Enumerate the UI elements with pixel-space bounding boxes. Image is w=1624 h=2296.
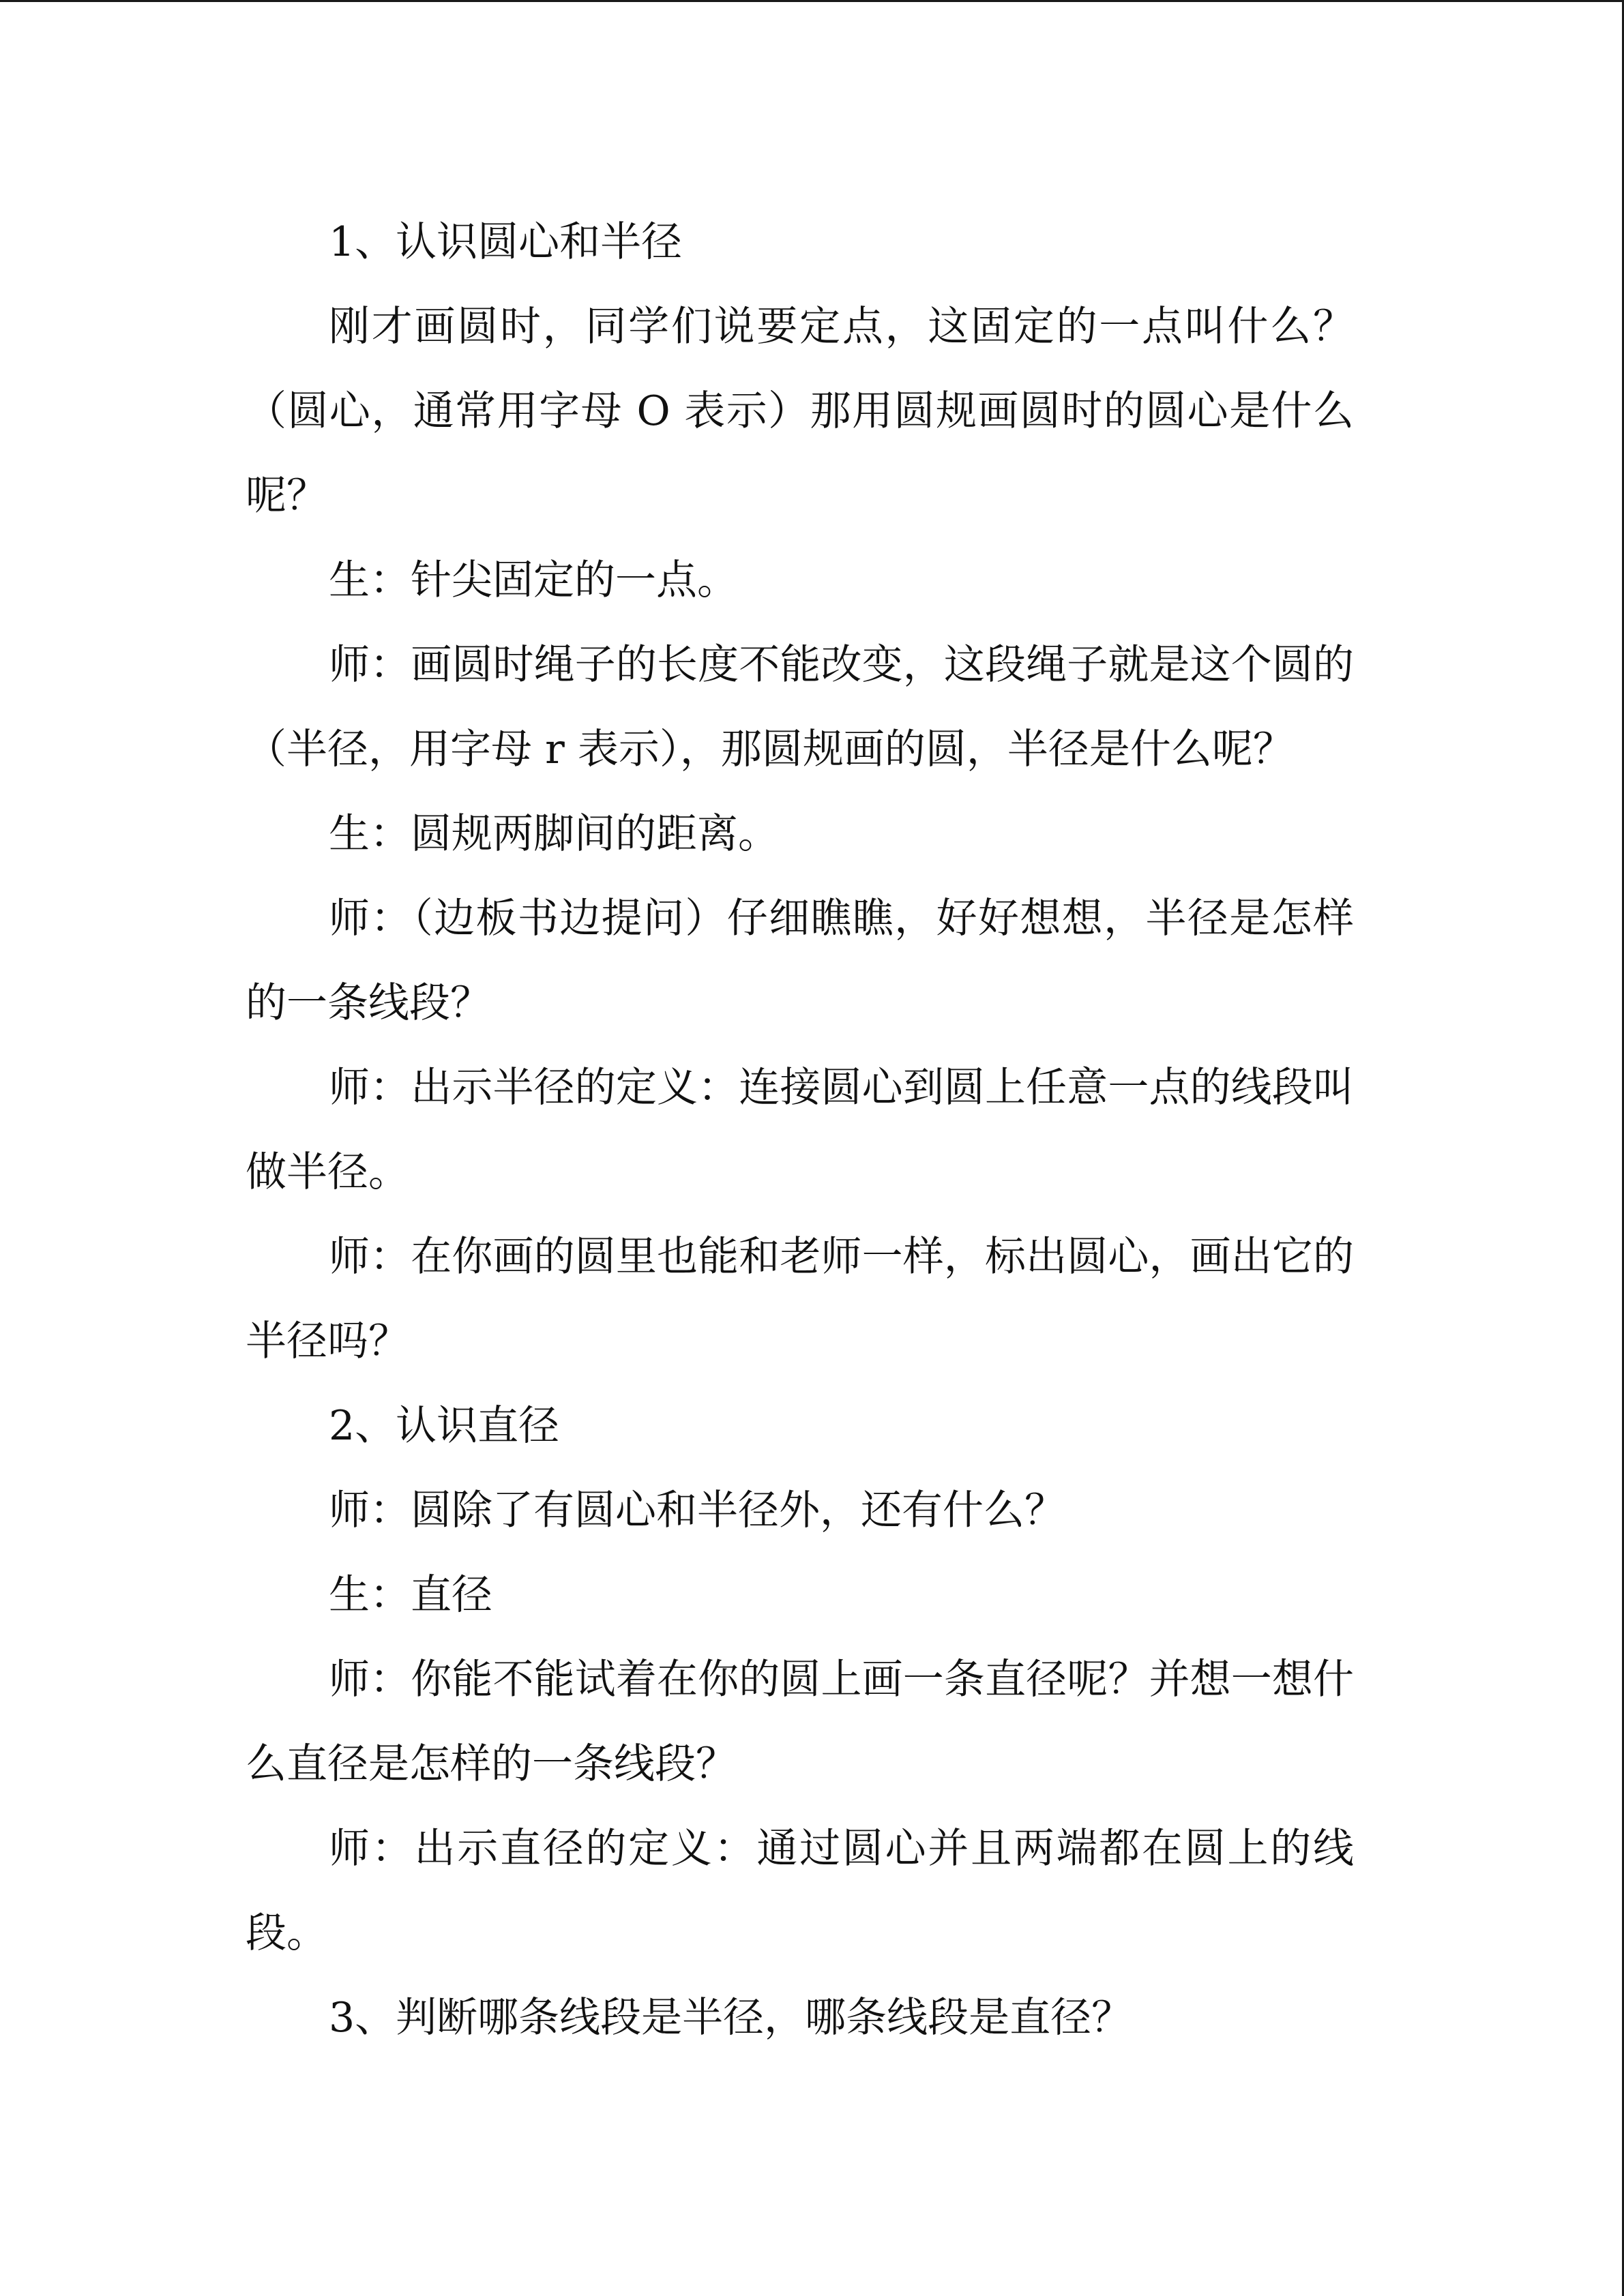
paragraph: 生：圆规两脚间的距离。 bbox=[329, 810, 779, 858]
paragraph: 师：出示半径的定义：连接圆心到圆上任意一点的线段叫做半径。 bbox=[246, 1064, 1354, 1196]
paragraph: 师：画圆时绳子的长度不能改变，这段绳子就是这个圆的（半径，用字母 r 表示），那圆规画的圆，半径是什么呢？ bbox=[246, 641, 1354, 773]
paragraph: 师：你能不能试着在你的圆上画一条直径呢？并想一想什么直径是怎样的一条线段？ bbox=[246, 1656, 1354, 1788]
paragraph: 师：出示直径的定义：通过圆心并且两端都在圆上的线段。 bbox=[246, 1825, 1354, 1957]
paragraph: 师：圆除了有圆心和半径外，还有什么？ bbox=[329, 1487, 1065, 1534]
paragraph: 刚才画圆时，同学们说要定点，这固定的一点叫什么？（圆心，通常用字母 O 表示）那用圆规画圆时的圆心是什么呢？ bbox=[246, 303, 1354, 520]
paragraph: 生：直径 bbox=[329, 1571, 492, 1619]
heading-judge-segments: 3、判断哪条线段是半径，哪条线段是直径？ bbox=[329, 1994, 1133, 2042]
paragraph: 师：在你画的圆里也能和老师一样，标出圆心，画出它的半径吗？ bbox=[246, 1233, 1354, 1365]
page-border-top bbox=[0, 0, 1624, 2]
paragraph: 师：（边板书边提问）仔细瞧瞧，好好想想，半径是怎样的一条线段？ bbox=[246, 895, 1354, 1027]
paragraph: 生：针尖固定的一点。 bbox=[329, 556, 738, 604]
heading-diameter: 2、认识直径 bbox=[329, 1402, 560, 1450]
document-body bbox=[246, 200, 1354, 2060]
heading-radius-center: 1、认识圆心和半径 bbox=[329, 218, 683, 266]
